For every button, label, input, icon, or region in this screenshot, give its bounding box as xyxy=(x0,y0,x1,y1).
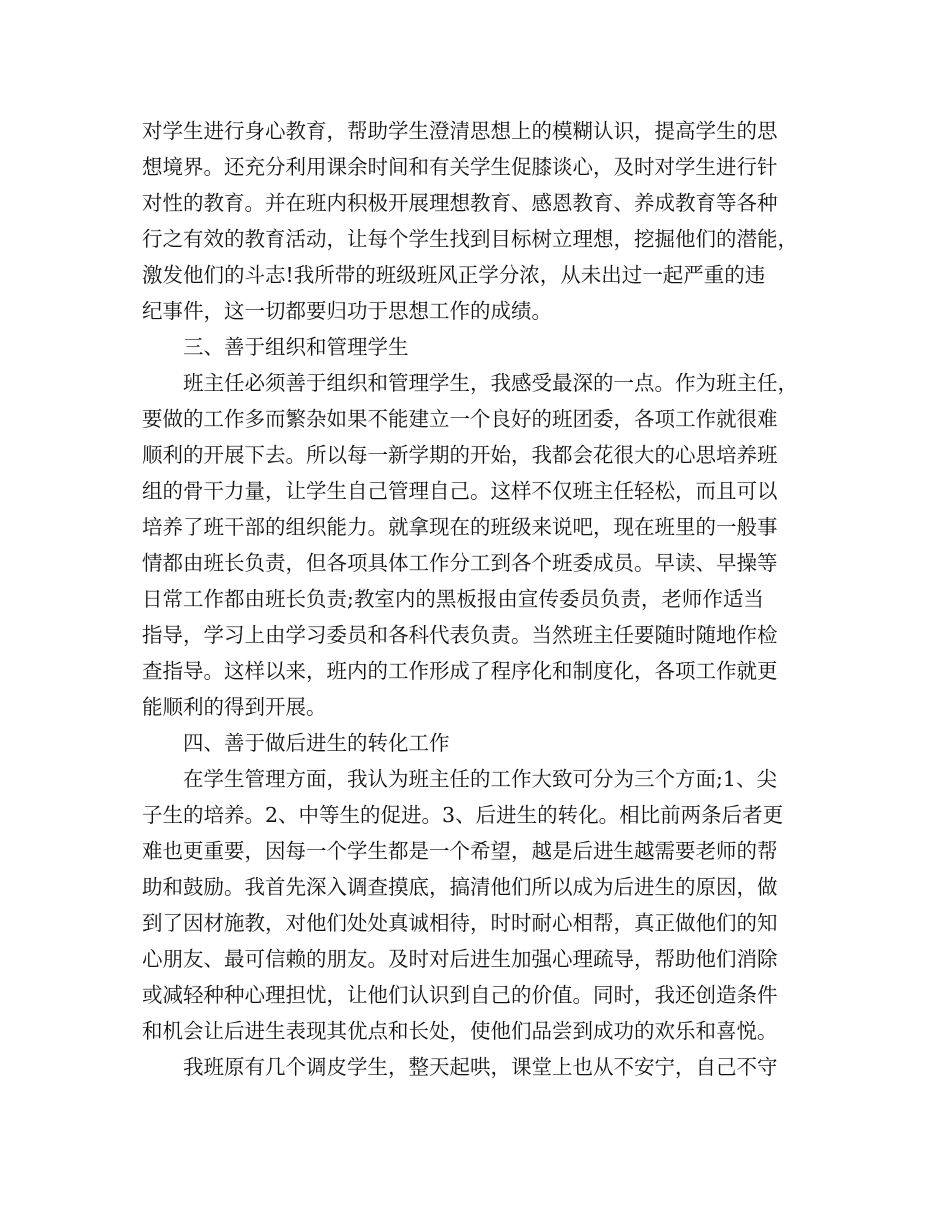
paragraph-line: 助和鼓励。我首先深入调查摸底，搞清他们所以成为后进生的原因，做 xyxy=(142,875,778,899)
paragraph-line: 或减轻种种心理担忧，让他们认识到自己的价值。同时，我还创造条件 xyxy=(142,983,778,1007)
paragraph-line: 组的骨干力量，让学生自己管理自己。这样不仅班主任轻松，而且可以 xyxy=(142,479,778,503)
paragraph-line: 班主任必须善于组织和管理学生，我感受最深的一点。作为班主任， xyxy=(183,371,798,395)
paragraph-line: 能顺利的得到开展。 xyxy=(142,695,327,719)
paragraph-line: 日常工作都由班长负责;教室内的黑板报由宣传委员负责，老师作适当 xyxy=(142,587,764,611)
paragraph-line: 纪事件，这一切都要归功于思想工作的成绩。 xyxy=(142,299,552,323)
paragraph-line: 对学生进行身心教育，帮助学生澄清思想上的模糊认识，提高学生的思 xyxy=(142,119,778,143)
section-heading: 三、善于组织和管理学生 xyxy=(183,335,409,359)
paragraph-line: 情都由班长负责，但各项具体工作分工到各个班委成员。早读、早操等 xyxy=(142,551,778,575)
paragraph-line: 指导，学习上由学习委员和各科代表负责。当然班主任要随时随地作检 xyxy=(142,623,778,647)
paragraph-line: 培养了班干部的组织能力。就拿现在的班级来说吧，现在班里的一般事 xyxy=(142,515,778,539)
paragraph-line: 和机会让后进生表现其优点和长处，使他们品尝到成功的欢乐和喜悦。 xyxy=(142,1019,778,1043)
paragraph-line: 要做的工作多而繁杂如果不能建立一个良好的班团委，各项工作就很难 xyxy=(142,407,778,431)
paragraph-line: 难也更重要，因每一个学生都是一个希望，越是后进生越需要老师的帮 xyxy=(142,839,778,863)
paragraph-line: 想境界。还充分利用课余时间和有关学生促膝谈心，及时对学生进行针 xyxy=(142,155,778,179)
paragraph-line: 我班原有几个调皮学生，整天起哄，课堂上也从不安宁，自己不守 xyxy=(183,1055,778,1079)
paragraph-line: 激发他们的斗志!我所带的班级班风正学分浓，从未出过一起严重的违 xyxy=(142,263,766,287)
paragraph-line: 在学生管理方面，我认为班主任的工作大致可分为三个方面;1、尖 xyxy=(183,767,777,791)
paragraph-line: 到了因材施教，对他们处处真诚相待，时时耐心相帮，真正做他们的知 xyxy=(142,911,778,935)
paragraph-line: 行之有效的教育活动，让每个学生找到目标树立理想，挖掘他们的潜能， xyxy=(142,227,798,251)
paragraph-line: 子生的培养。2、中等生的促进。3、后进生的转化。相比前两条后者更 xyxy=(142,803,784,827)
paragraph-line: 顺利的开展下去。所以每一新学期的开始，我都会花很大的心思培养班 xyxy=(142,443,778,467)
paragraph-line: 心朋友、最可信赖的朋友。及时对后进生加强心理疏导，帮助他们消除 xyxy=(142,947,778,971)
section-heading: 四、善于做后进生的转化工作 xyxy=(183,731,450,755)
paragraph-line: 查指导。这样以来，班内的工作形成了程序化和制度化，各项工作就更 xyxy=(142,659,778,683)
paragraph-line: 对性的教育。并在班内积极开展理想教育、感恩教育、养成教育等各种 xyxy=(142,191,778,215)
